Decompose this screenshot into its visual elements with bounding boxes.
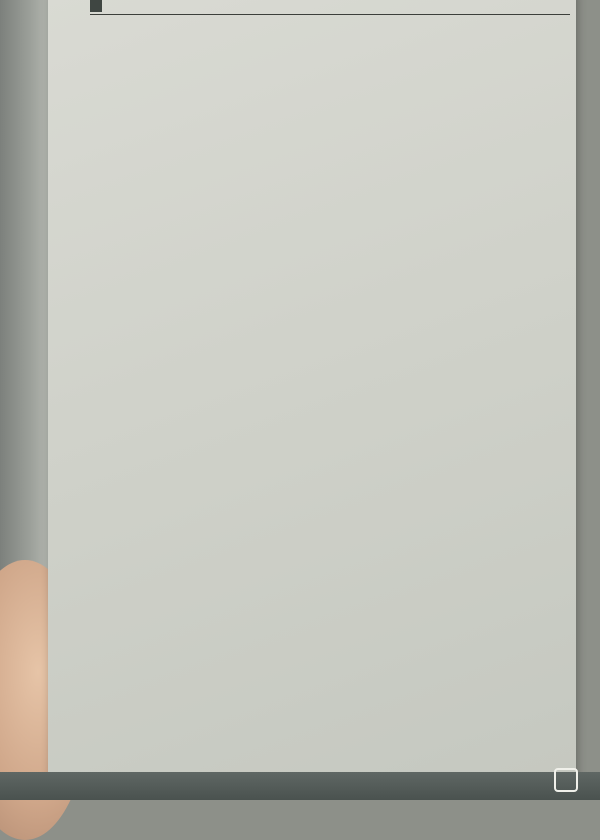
running-header bbox=[90, 0, 570, 15]
book-page bbox=[48, 0, 576, 780]
labirint-logo-icon bbox=[554, 768, 578, 792]
labirint-watermark bbox=[554, 768, 582, 792]
adjacent-page-fragment bbox=[0, 95, 14, 295]
running-header-title bbox=[90, 0, 102, 12]
background-surface bbox=[0, 772, 600, 800]
